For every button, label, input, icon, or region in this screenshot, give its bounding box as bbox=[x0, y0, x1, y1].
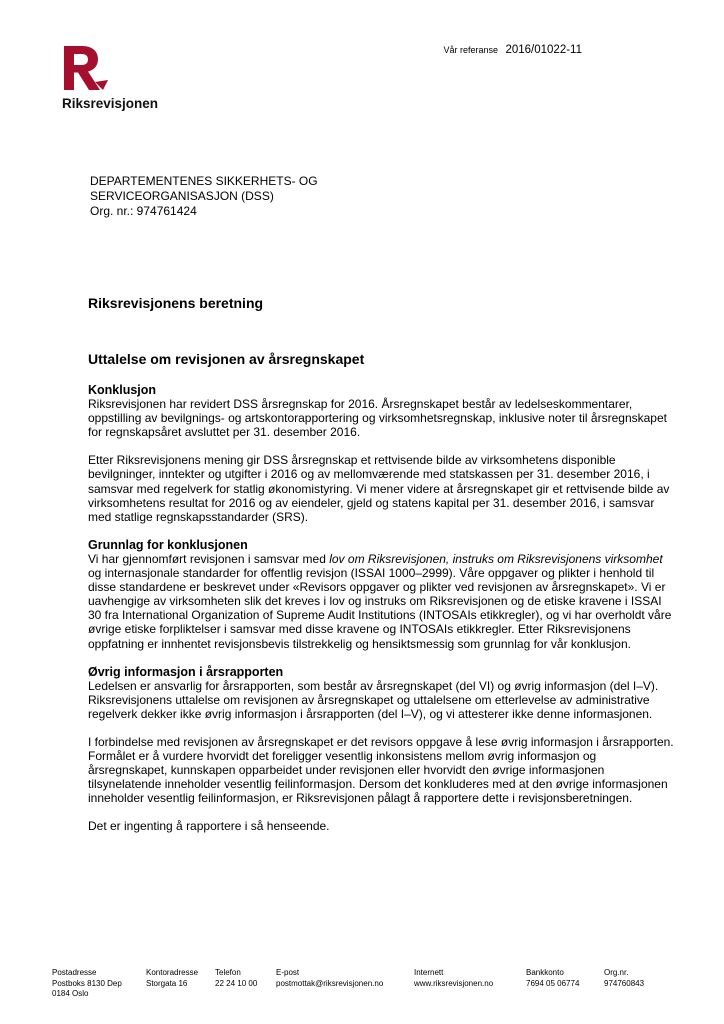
paragraph: Etter Riksrevisjonens mening gir DSS årsregnskap et rettvisende bilde av virksomhetens disponible bevilgninger, inntekter og utgifter i 2016 og av mellomværende med statskassen per 31. desember 2016, i samsvar med regelverk for statlig økonomistyring. Vi mener videre at årsregnskapet gir et rettvisende bilde av virksomhetens resultat for 2016 og av eiendeler, gjeld og statens kapital per 31. desember 2016, i samsvar med statlige regnskapsstandarder (SRS). bbox=[88, 453, 670, 524]
section-grunnlag bbox=[88, 538, 678, 651]
footer-value: www.riksrevisjonen.no bbox=[414, 978, 494, 988]
recipient-address bbox=[90, 174, 318, 219]
r-logo-icon bbox=[62, 44, 110, 92]
footer-value: 22 24 10 00 bbox=[215, 978, 258, 988]
paragraph: Ledelsen er ansvarlig for årsrapporten, som består av årsregnskapet (del VI) og øvrig informasjon (del I–V). Riksrevisjonens uttalelse om revisjonen av årsregnskapet og uttalelsene om etterlevelse av administrative regelverk dekker ikke øvrig informasjon i årsrapporten (del I–V), og vi attesterer ikke denne informasjonen. bbox=[88, 678, 659, 721]
footer-postadresse bbox=[52, 968, 122, 1000]
footer-label: Bankkonto bbox=[526, 968, 564, 977]
address-line: SERVICEORGANISASJON (DSS) bbox=[90, 189, 274, 203]
section-ovrig-informasjon bbox=[88, 665, 678, 834]
riksrevisjonen-logo bbox=[62, 44, 174, 111]
footer-value: postmottak@riksrevisjonen.no bbox=[276, 978, 384, 988]
document-body bbox=[88, 383, 678, 848]
section-konklusjon bbox=[88, 383, 678, 524]
footer-kontoradresse bbox=[146, 968, 198, 989]
footer-telefon bbox=[215, 968, 257, 989]
paragraph-text: Vi har gjennomført revisjonen i samsvar med bbox=[88, 551, 330, 566]
section-heading: Grunnlag for konklusjonen bbox=[88, 537, 248, 552]
law-reference: lov om Riksrevisjonen, instruks om Riksrevisjonens virksomhet bbox=[329, 551, 663, 566]
footer-value: Postboks 8130 Dep bbox=[52, 978, 122, 988]
footer-label: Kontoradresse bbox=[146, 968, 199, 977]
footer-value: 0184 Oslo bbox=[52, 989, 89, 998]
footer-epost bbox=[276, 968, 383, 989]
section-heading: Øvrig informasjon i årsrapporten bbox=[88, 664, 284, 679]
footer-value: 7694 05 06774 bbox=[526, 978, 580, 988]
paragraph bbox=[88, 552, 678, 651]
footer-internett bbox=[414, 968, 493, 989]
paragraph: Riksrevisjonen har revidert DSS årsregnskap for 2016. Årsregnskapet består av ledelseskommentarer, oppstilling av bevilgnings- og artskontorapportering og virksomhetsregnskap, inklusive noter til årsregnskapet for regnskapsåret avsluttet per 31. desember 2016. bbox=[88, 397, 667, 440]
section-heading: Konklusjon bbox=[88, 383, 157, 397]
address-line: Org. nr.: 974761424 bbox=[90, 204, 197, 218]
reference-value: 2016/01022-11 bbox=[505, 44, 582, 56]
footer-label: Internett bbox=[414, 968, 444, 977]
footer-value: Storgata 16 bbox=[146, 978, 188, 988]
paragraph-text: og internasjonale standarder for offentlig revisjon (ISSAI 1000–2999). Våre oppgaver og plikter i henhold til disse standardene er beskrevet under «Revisors oppgaver og plikter ved revisjonen av årsregnskapet». Vi er uavhengige av virksomheten slik det kreves i lov og instruks om Riksrevisjonen og de etiske kravene i ISSAI 30 fra International Organization of Supreme Audit Institutions (INTOSAIs etikkregler), og vi har overholdt våre øvrige etiske forpliktelser i samsvar med disse kravene og INTOSAIs etikkregler. Etter Riksrevisjonens oppfatning er innhentet revisjonsbevis tilstrekkelig og hensiktsmessig som grunnlag for vår konklusjon. bbox=[88, 566, 672, 651]
footer-label: Telefon bbox=[215, 968, 241, 977]
reference bbox=[443, 40, 582, 58]
footer-value: 974760843 bbox=[604, 978, 645, 988]
paragraph: I forbindelse med revisjonen av årsregnskapet er det revisors oppgave å lese øvrig informasjon i årsrapporten. Formålet er å vurdere hvorvidt det foreligger vesentlig inkonsistens mellom øvrig informasjon og årsregnskapet, kunnskapen opparbeidet under revisjonen eller hvorvidt den øvrige informasjonen tilsynelatende inneholder vesentlig feilinformasjon. Dersom det konkluderes med at den øvrige informasjonen inneholder vesentlig feilinformasjon, er Riksrevisjonen pålagt å rapportere dette i revisjonsberetningen. bbox=[88, 734, 674, 806]
paragraph: Det er ingenting å rapportere i så henseende. bbox=[88, 819, 330, 834]
footer-orgnr bbox=[604, 968, 644, 989]
footer-bankkonto bbox=[526, 968, 579, 989]
document-subtitle: Uttalelse om revisjonen av årsregnskapet bbox=[88, 351, 365, 367]
reference-label: Vår referanse bbox=[443, 45, 499, 55]
document-title: Riksrevisjonens beretning bbox=[88, 295, 264, 311]
footer-label: Postadresse bbox=[52, 968, 97, 977]
footer-label: Org.nr. bbox=[604, 968, 629, 977]
footer-label: E-post bbox=[276, 968, 300, 977]
address-line: DEPARTEMENTENES SIKKERHETS- OG bbox=[90, 174, 318, 188]
logo-wordmark: Riksrevisjonen bbox=[62, 96, 159, 111]
